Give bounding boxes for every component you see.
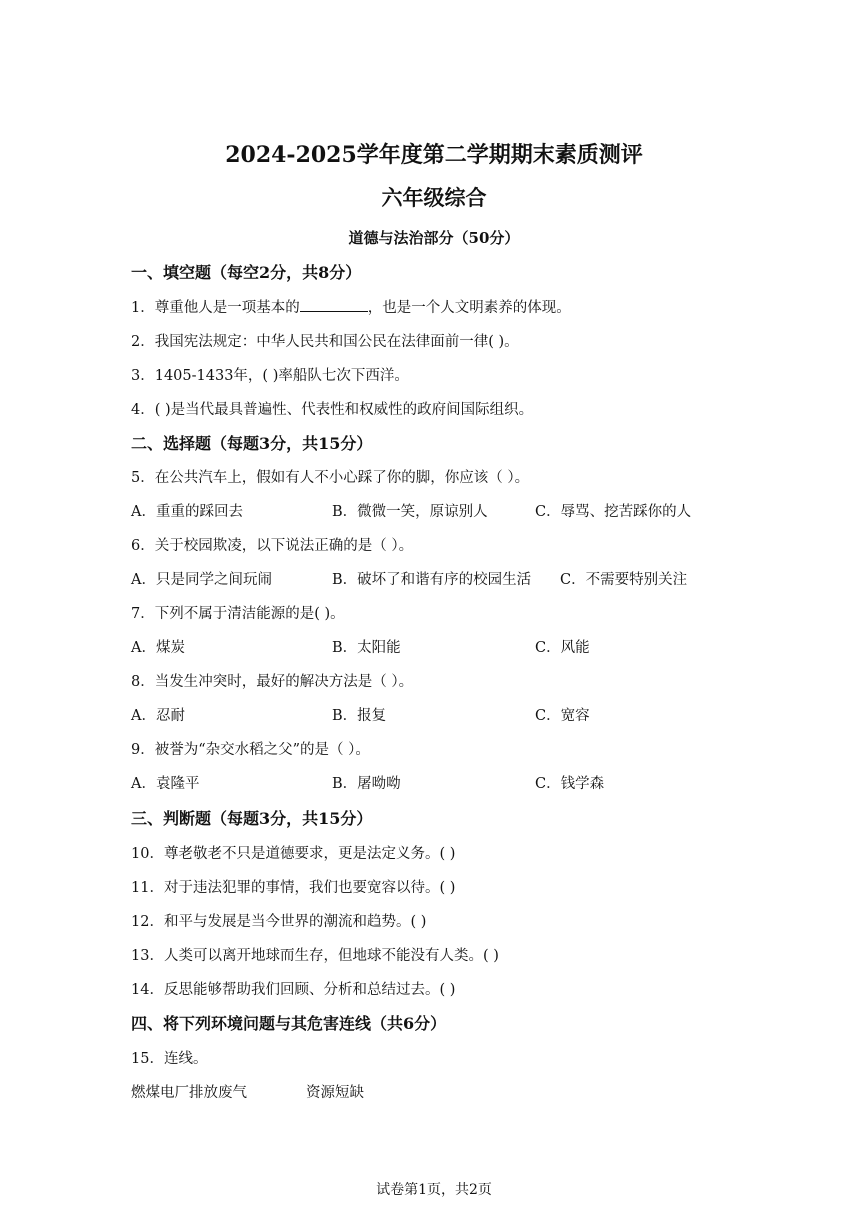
question-5: 5．在公共汽车上，假如有人不小心踩了你的脚，你应该（ ）。 xyxy=(131,470,530,486)
question-6-option-c: C．不需要特别关注 xyxy=(560,572,688,588)
question-3: 3．1405-1433年，( )率船队七次下西洋。 xyxy=(131,368,409,384)
question-2: 2．我国宪法规定：中华人民共和国公民在法律面前一律( )。 xyxy=(131,334,519,350)
question-9: 9．被誉为“杂交水稻之父”的是（ ）。 xyxy=(131,742,370,758)
question-6: 6．关于校园欺凌，以下说法正确的是（ ）。 xyxy=(131,538,414,554)
question-1 xyxy=(131,296,571,317)
question-14: 14．反思能够帮助我们回顾、分析和总结过去。( ) xyxy=(131,982,456,998)
question-10: 10．尊老敬老不只是道德要求，更是法定义务。( ) xyxy=(131,846,456,862)
question-6-option-b: B．破坏了和谐有序的校园生活 xyxy=(332,572,532,588)
question-8: 8．当发生冲突时，最好的解决方法是（ ）。 xyxy=(131,674,414,690)
question-1-prefix: 1．尊重他人是一项基本的 xyxy=(131,300,300,316)
section-choice-heading: 二、选择题（每题3分，共15分） xyxy=(131,434,373,453)
question-7-option-c: C．风能 xyxy=(535,640,590,656)
page-footer: 试卷第1页，共2页 xyxy=(376,1182,492,1198)
matching-left-item: 燃煤电厂排放废气 xyxy=(131,1085,247,1101)
exam-subtitle: 六年级综合 xyxy=(381,185,487,210)
question-8-option-a: A．忍耐 xyxy=(131,708,185,724)
matching-right-item: 资源短缺 xyxy=(306,1085,364,1101)
answer-blank xyxy=(300,297,368,312)
question-7-option-a: A．煤炭 xyxy=(131,640,185,656)
question-5-option-c: C．辱骂、挖苦踩你的人 xyxy=(535,504,692,520)
part-heading: 道德与法治部分（50分） xyxy=(348,229,520,247)
question-12: 12．和平与发展是当今世界的潮流和趋势。( ) xyxy=(131,914,427,930)
exam-title: 2024-2025学年度第二学期期末素质测评 xyxy=(225,142,643,168)
question-7-option-b: B．太阳能 xyxy=(332,640,401,656)
question-1-suffix: ，也是一个人文明素养的体现。 xyxy=(367,300,571,316)
question-4: 4．( )是当代最具普遍性、代表性和权威性的政府间国际组织。 xyxy=(131,402,534,418)
section-judge-heading: 三、判断题（每题3分，共15分） xyxy=(131,809,373,828)
section-fill-blank-heading: 一、填空题（每空2分，共8分） xyxy=(131,263,362,282)
question-13: 13．人类可以离开地球而生存，但地球不能没有人类。( ) xyxy=(131,948,499,964)
question-5-option-a: A．重重的踩回去 xyxy=(131,504,243,520)
question-9-option-a: A．袁隆平 xyxy=(131,776,200,792)
question-9-option-c: C．钱学森 xyxy=(535,776,605,792)
question-8-option-c: C．宽容 xyxy=(535,708,590,724)
question-9-option-b: B．屠呦呦 xyxy=(332,776,401,792)
question-15: 15．连线。 xyxy=(131,1051,208,1067)
question-7: 7．下列不属于清洁能源的是( )。 xyxy=(131,606,345,622)
question-11: 11．对于违法犯罪的事情，我们也要宽容以待。( ) xyxy=(131,880,456,896)
question-5-option-b: B．微微一笑，原谅别人 xyxy=(332,504,488,520)
question-8-option-b: B．报复 xyxy=(332,708,387,724)
question-6-option-a: A．只是同学之间玩闹 xyxy=(131,572,272,588)
section-matching-heading: 四、将下列环境问题与其危害连线（共6分） xyxy=(131,1014,447,1033)
